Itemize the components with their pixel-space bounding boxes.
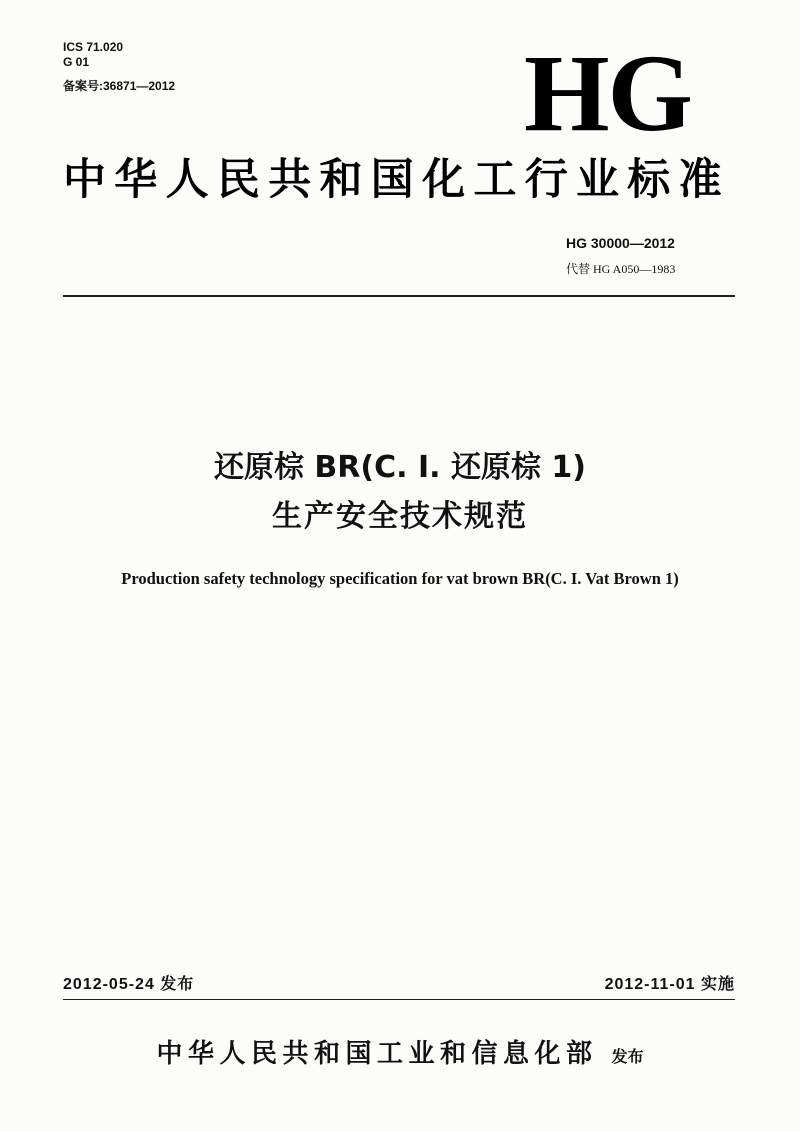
issue-date: 2012-05-24 发布 [63, 976, 195, 993]
title-zh-line-1: 还原棕 BR(C. I. 还原棕 1) [213, 450, 586, 485]
hg-logo: HG [524, 32, 692, 154]
standard-type-heading: 中华人民共和国化工行业标准 [63, 155, 730, 205]
standard-number: HG 30000—2012 [566, 235, 675, 251]
header-divider [63, 295, 735, 297]
title-zh-line-2: 生产安全技术规范 [272, 499, 528, 534]
issuer-name: 中华人民共和国工业和信息化部 [156, 1039, 598, 1069]
ics-code: ICS 71.020 [63, 40, 124, 54]
implementation-date: 2012-11-01 实施 [604, 976, 735, 993]
footer-divider [63, 999, 735, 1000]
title-en: Production safety technology specification for vat brown BR(C. I. Vat Brown 1) [121, 569, 679, 588]
replaces-standard: 代替 HG A050—1983 [566, 262, 676, 276]
issuer [0, 1038, 800, 1070]
issuer-action: 发布 [611, 1047, 644, 1066]
record-number: 备案号:36871—2012 [63, 79, 176, 93]
ccs-code: G 01 [63, 55, 90, 69]
